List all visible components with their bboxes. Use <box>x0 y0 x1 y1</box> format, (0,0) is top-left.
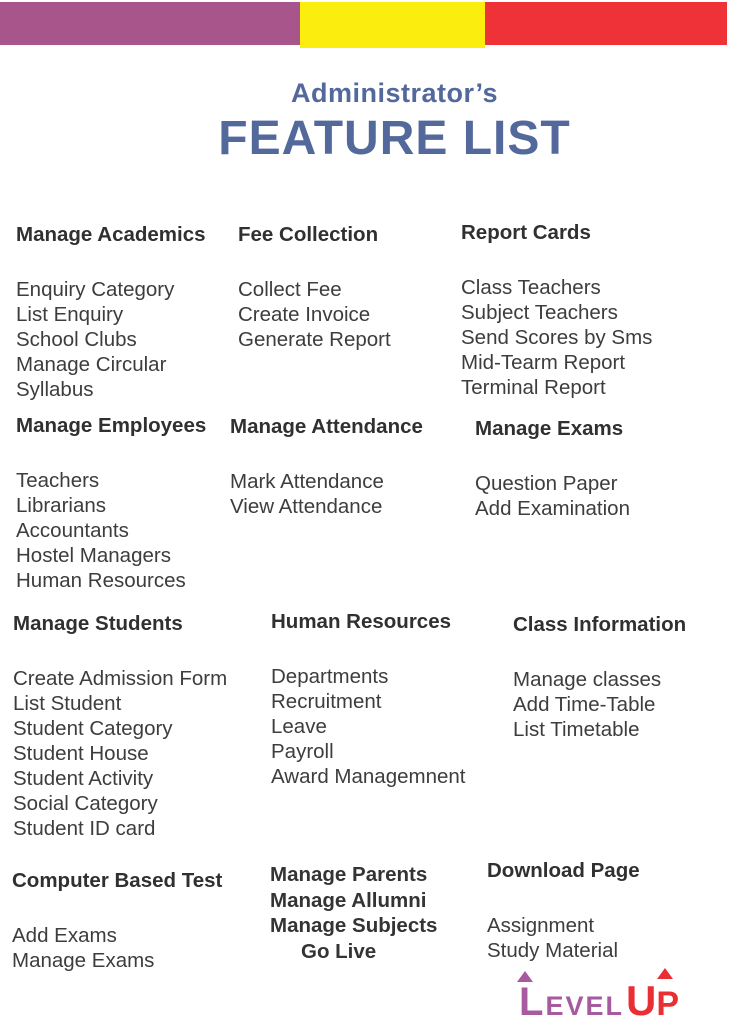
feature-item: Subject Teachers <box>461 301 618 324</box>
feature-list <box>16 468 206 593</box>
feature-item: List Student <box>13 692 122 715</box>
section-manage-parents-group <box>270 862 437 964</box>
feature-item: Teachers <box>16 469 100 492</box>
section-manage-attendance <box>230 414 423 519</box>
section-report-cards <box>461 220 652 400</box>
section-manage-exams <box>475 416 630 521</box>
top-color-bars <box>0 0 729 50</box>
section-class-information <box>513 612 686 742</box>
section-title: Report Cards <box>461 221 591 244</box>
color-bar-purple <box>0 2 300 45</box>
feature-item: Generate Report <box>238 328 391 351</box>
feature-item: School Clubs <box>16 328 137 351</box>
feature-item: Syllabus <box>16 378 94 401</box>
section-title: Download Page <box>487 859 640 882</box>
logo-text-up: UP <box>625 977 679 1024</box>
section-title: Manage Academics <box>16 223 206 246</box>
feature-item: Enquiry Category <box>16 278 175 301</box>
feature-item: Question Paper <box>475 472 618 495</box>
section-title: Manage Attendance <box>230 415 423 438</box>
logo-text-level: LEVEL <box>519 980 624 1024</box>
feature-item: Award Managemnent <box>271 765 466 788</box>
feature-item: List Enquiry <box>16 303 124 326</box>
feature-item: Student House <box>13 742 149 765</box>
feature-list <box>238 277 391 352</box>
feature-item: Manage Subjects <box>270 914 438 937</box>
section-manage-students <box>13 611 227 841</box>
up-arrow-icon <box>657 968 673 979</box>
feature-item: Leave <box>271 715 327 738</box>
feature-item: Manage Exams <box>12 949 155 972</box>
section-human-resources <box>271 609 466 789</box>
feature-list <box>475 471 630 521</box>
feature-item: Create Admission Form <box>13 667 228 690</box>
feature-item: List Timetable <box>513 718 640 741</box>
page-subtitle: Administrator’s <box>290 78 499 108</box>
feature-item: Assignment <box>487 914 595 937</box>
feature-item: Class Teachers <box>461 276 601 299</box>
section-manage-academics <box>16 222 206 402</box>
feature-item: Manage Parents <box>270 863 428 886</box>
feature-item: Social Category <box>13 792 158 815</box>
feature-item: Collect Fee <box>238 278 342 301</box>
feature-item: Hostel Managers <box>16 544 171 567</box>
feature-list <box>513 667 686 742</box>
feature-item: Student ID card <box>13 817 156 840</box>
feature-item: Student Activity <box>13 767 154 790</box>
feature-item: Human Resources <box>16 569 186 592</box>
feature-item: Departments <box>271 665 389 688</box>
feature-list <box>12 923 222 973</box>
feature-item: Send Scores by Sms <box>461 326 653 349</box>
feature-item: View Attendance <box>230 495 383 518</box>
feature-item: Add Time-Table <box>513 693 656 716</box>
feature-item: Add Examination <box>475 497 630 520</box>
section-title: Human Resources <box>271 610 452 633</box>
title-block <box>30 78 729 166</box>
feature-list <box>487 913 640 963</box>
section-manage-employees <box>16 413 206 593</box>
feature-item: Mid-Tearm Report <box>461 351 626 374</box>
up-arrow-icon <box>517 971 533 982</box>
feature-item: Accountants <box>16 519 129 542</box>
section-title: Computer Based Test <box>12 869 223 892</box>
feature-item: Recruitment <box>271 690 382 713</box>
color-bar-red <box>485 2 727 45</box>
feature-item: Go Live <box>301 939 377 963</box>
section-title: Manage Employees <box>16 414 207 437</box>
feature-list <box>13 666 227 841</box>
feature-item: Manage classes <box>513 668 662 691</box>
feature-item: Study Material <box>487 939 619 962</box>
feature-item: Manage Circular <box>16 353 167 376</box>
feature-list <box>270 862 437 964</box>
color-bar-yellow <box>300 2 485 48</box>
section-title: Class Information <box>513 613 687 636</box>
feature-item: Payroll <box>271 740 334 763</box>
feature-item: Manage Allumni <box>270 888 427 912</box>
section-title: Manage Students <box>13 612 183 635</box>
page-title: FEATURE LIST <box>218 112 571 165</box>
feature-item: Terminal Report <box>461 376 606 399</box>
feature-list <box>230 469 423 519</box>
feature-list <box>461 275 652 400</box>
feature-item: Add Exams <box>12 924 117 947</box>
section-fee-collection <box>238 222 391 352</box>
section-download-page <box>487 858 640 963</box>
feature-item: Mark Attendance <box>230 470 384 493</box>
levelup-logo <box>519 977 679 1024</box>
feature-item: Create Invoice <box>238 303 371 326</box>
feature-item: Student Category <box>13 717 173 740</box>
section-title: Manage Exams <box>475 417 624 440</box>
feature-item: Librarians <box>16 494 107 517</box>
section-computer-based-test <box>12 868 222 973</box>
feature-list <box>16 277 206 402</box>
section-title: Fee Collection <box>238 223 379 246</box>
feature-list <box>271 664 466 789</box>
